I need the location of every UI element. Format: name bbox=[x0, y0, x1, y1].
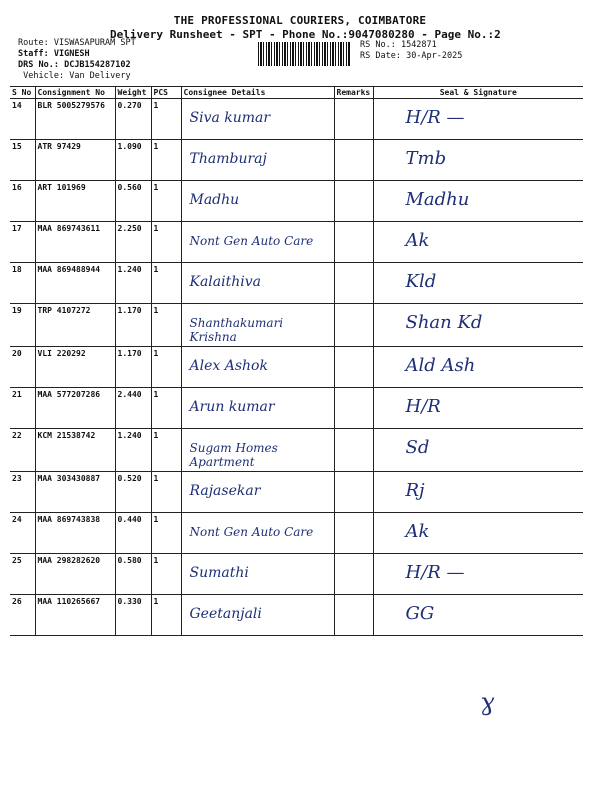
drs-line bbox=[18, 60, 136, 71]
cell-weight: 0.440 bbox=[115, 513, 151, 554]
header-seal-signature: Seal & Signature bbox=[373, 87, 583, 99]
rs-no-line bbox=[360, 40, 462, 51]
cell-consignment-no: TRP 4107272 bbox=[35, 304, 115, 347]
handwritten-consignee: Shanthakumari Krishna bbox=[189, 316, 284, 344]
cell-consignee-details bbox=[181, 304, 334, 347]
cell-remarks bbox=[334, 595, 373, 636]
cell-remarks bbox=[334, 140, 373, 181]
table-row bbox=[10, 472, 583, 513]
route-line bbox=[18, 38, 136, 49]
cell-seal-signature bbox=[373, 347, 583, 388]
cell-consignment-no: MAA 869488944 bbox=[35, 263, 115, 304]
table-row bbox=[10, 595, 583, 636]
rs-date-label: RS Date: bbox=[360, 51, 401, 61]
cell-sno: 19 bbox=[10, 304, 35, 347]
cell-remarks bbox=[334, 99, 373, 140]
cell-remarks bbox=[334, 347, 373, 388]
runsheet-title: THE PROFESSIONAL COURIERS, COIMBATORE bbox=[173, 14, 427, 27]
runsheet-table bbox=[10, 86, 583, 636]
handwritten-consignee: Sumathi bbox=[189, 565, 249, 581]
cell-seal-signature bbox=[373, 222, 583, 263]
table-row bbox=[10, 388, 583, 429]
cell-pcs: 1 bbox=[151, 429, 181, 472]
rs-date-line bbox=[360, 51, 462, 62]
cell-weight: 1.170 bbox=[115, 347, 151, 388]
handwritten-consignee: Alex Ashok bbox=[189, 358, 268, 374]
table-row bbox=[10, 429, 583, 472]
cell-consignment-no: MAA 577207286 bbox=[35, 388, 115, 429]
rs-info-block bbox=[360, 40, 462, 62]
route-value: VISWASAPURAM SPT bbox=[53, 38, 136, 48]
table-row bbox=[10, 513, 583, 554]
cell-weight: 0.580 bbox=[115, 554, 151, 595]
cell-pcs: 1 bbox=[151, 263, 181, 304]
table-header-row bbox=[10, 87, 583, 99]
cell-pcs: 1 bbox=[151, 513, 181, 554]
stray-pen-mark: ɣ bbox=[480, 688, 495, 716]
handwritten-signature: Sd bbox=[405, 437, 430, 458]
cell-weight: 1.170 bbox=[115, 304, 151, 347]
cell-seal-signature bbox=[373, 429, 583, 472]
cell-consignment-no: ART 101969 bbox=[35, 181, 115, 222]
cell-consignment-no: ATR 97429 bbox=[35, 140, 115, 181]
handwritten-signature: Ald Ash bbox=[405, 355, 476, 376]
cell-pcs: 1 bbox=[151, 595, 181, 636]
handwritten-consignee: Thamburaj bbox=[189, 151, 267, 167]
staff-label: Staff: bbox=[18, 49, 49, 59]
cell-pcs: 1 bbox=[151, 181, 181, 222]
handwritten-consignee: Nont Gen Auto Care bbox=[189, 234, 314, 248]
cell-seal-signature bbox=[373, 513, 583, 554]
cell-remarks bbox=[334, 304, 373, 347]
handwritten-signature: Shan Kd bbox=[405, 312, 483, 333]
header-sno: S No bbox=[10, 87, 35, 99]
cell-consignment-no: MAA 869743611 bbox=[35, 222, 115, 263]
cell-pcs: 1 bbox=[151, 222, 181, 263]
cell-weight: 1.240 bbox=[115, 429, 151, 472]
handwritten-consignee: Kalaithiva bbox=[189, 274, 261, 290]
cell-consignee-details bbox=[181, 222, 334, 263]
cell-weight: 0.330 bbox=[115, 595, 151, 636]
barcode bbox=[258, 42, 350, 66]
cell-pcs: 1 bbox=[151, 472, 181, 513]
cell-sno: 21 bbox=[10, 388, 35, 429]
cell-pcs: 1 bbox=[151, 99, 181, 140]
cell-consignee-details bbox=[181, 472, 334, 513]
cell-seal-signature bbox=[373, 181, 583, 222]
cell-weight: 0.270 bbox=[115, 99, 151, 140]
cell-seal-signature bbox=[373, 140, 583, 181]
drs-value: DCJB154287102 bbox=[64, 60, 131, 70]
route-label: Route: bbox=[18, 38, 49, 48]
cell-consignee-details bbox=[181, 595, 334, 636]
table-row bbox=[10, 99, 583, 140]
handwritten-consignee: Sugam Homes Apartment bbox=[189, 441, 278, 469]
cell-seal-signature bbox=[373, 554, 583, 595]
handwritten-signature: GG bbox=[405, 603, 435, 624]
vehicle-value: Van Delivery bbox=[69, 71, 131, 81]
cell-consignment-no: MAA 303430887 bbox=[35, 472, 115, 513]
handwritten-signature: Rj bbox=[405, 480, 425, 501]
staff-line bbox=[18, 49, 136, 60]
rs-no-label: RS No.: bbox=[360, 40, 396, 50]
table-row bbox=[10, 181, 583, 222]
cell-remarks bbox=[334, 429, 373, 472]
rs-no-value: 1542871 bbox=[400, 40, 437, 50]
cell-sno: 17 bbox=[10, 222, 35, 263]
handwritten-signature: H/R bbox=[405, 396, 441, 417]
handwritten-signature: Ak bbox=[405, 230, 430, 251]
handwritten-consignee: Rajasekar bbox=[189, 483, 261, 499]
cell-sno: 24 bbox=[10, 513, 35, 554]
drs-label: DRS No.: bbox=[18, 60, 59, 70]
header-remarks: Remarks bbox=[334, 87, 373, 99]
cell-pcs: 1 bbox=[151, 388, 181, 429]
cell-seal-signature bbox=[373, 304, 583, 347]
cell-sno: 18 bbox=[10, 263, 35, 304]
handwritten-consignee: Arun kumar bbox=[189, 399, 275, 415]
cell-remarks bbox=[334, 554, 373, 595]
cell-sno: 16 bbox=[10, 181, 35, 222]
handwritten-signature: Kld bbox=[405, 271, 437, 292]
header-weight: Weight bbox=[115, 87, 151, 99]
cell-pcs: 1 bbox=[151, 304, 181, 347]
table-row bbox=[10, 140, 583, 181]
cell-sno: 20 bbox=[10, 347, 35, 388]
vehicle-label: Vehicle: bbox=[23, 71, 65, 81]
cell-consignee-details bbox=[181, 513, 334, 554]
cell-weight: 0.560 bbox=[115, 181, 151, 222]
cell-consignee-details bbox=[181, 347, 334, 388]
vehicle-line bbox=[18, 71, 136, 82]
runsheet-subtitle: Delivery Runsheet - SPT - Phone No.:9047080280 - Page No.:2 bbox=[110, 28, 501, 41]
handwritten-consignee: Nont Gen Auto Care bbox=[189, 525, 314, 539]
cell-sno: 26 bbox=[10, 595, 35, 636]
cell-consignment-no: MAA 110265667 bbox=[35, 595, 115, 636]
cell-remarks bbox=[334, 388, 373, 429]
route-info-block bbox=[18, 38, 136, 82]
staff-value: VIGNESH bbox=[53, 49, 90, 59]
cell-consignee-details bbox=[181, 140, 334, 181]
cell-remarks bbox=[334, 222, 373, 263]
handwritten-signature: Tmb bbox=[405, 148, 447, 169]
cell-seal-signature bbox=[373, 99, 583, 140]
cell-consignee-details bbox=[181, 99, 334, 140]
cell-seal-signature bbox=[373, 263, 583, 304]
cell-seal-signature bbox=[373, 388, 583, 429]
header-pcs: PCS bbox=[151, 87, 181, 99]
cell-sno: 22 bbox=[10, 429, 35, 472]
cell-consignee-details bbox=[181, 554, 334, 595]
header-consignee-details: Consignee Details bbox=[181, 87, 334, 99]
cell-seal-signature bbox=[373, 472, 583, 513]
cell-remarks bbox=[334, 513, 373, 554]
cell-pcs: 1 bbox=[151, 554, 181, 595]
cell-consignee-details bbox=[181, 429, 334, 472]
cell-consignment-no: MAA 869743838 bbox=[35, 513, 115, 554]
handwritten-signature: H/R — bbox=[405, 562, 465, 583]
handwritten-signature: Madhu bbox=[405, 189, 470, 210]
cell-seal-signature bbox=[373, 595, 583, 636]
cell-weight: 2.250 bbox=[115, 222, 151, 263]
cell-consignment-no: KCM 21538742 bbox=[35, 429, 115, 472]
table-row bbox=[10, 347, 583, 388]
cell-consignment-no: BLR 5005279576 bbox=[35, 99, 115, 140]
handwritten-consignee: Madhu bbox=[189, 192, 240, 208]
cell-consignment-no: VLI 220292 bbox=[35, 347, 115, 388]
cell-remarks bbox=[334, 472, 373, 513]
cell-consignee-details bbox=[181, 181, 334, 222]
cell-pcs: 1 bbox=[151, 347, 181, 388]
table-row bbox=[10, 222, 583, 263]
handwritten-signature: H/R — bbox=[405, 107, 465, 128]
cell-weight: 2.440 bbox=[115, 388, 151, 429]
cell-pcs: 1 bbox=[151, 140, 181, 181]
table-row bbox=[10, 304, 583, 347]
cell-consignee-details bbox=[181, 388, 334, 429]
cell-consignee-details bbox=[181, 263, 334, 304]
cell-remarks bbox=[334, 263, 373, 304]
cell-weight: 1.090 bbox=[115, 140, 151, 181]
cell-weight: 1.240 bbox=[115, 263, 151, 304]
cell-sno: 15 bbox=[10, 140, 35, 181]
rs-date-value: 30-Apr-2025 bbox=[406, 51, 463, 61]
handwritten-consignee: Geetanjali bbox=[189, 606, 262, 622]
cell-sno: 25 bbox=[10, 554, 35, 595]
cell-sno: 14 bbox=[10, 99, 35, 140]
cell-remarks bbox=[334, 181, 373, 222]
handwritten-signature: Ak bbox=[405, 521, 430, 542]
cell-weight: 0.520 bbox=[115, 472, 151, 513]
handwritten-consignee: Siva kumar bbox=[189, 110, 271, 126]
table-row bbox=[10, 554, 583, 595]
cell-consignment-no: MAA 298282620 bbox=[35, 554, 115, 595]
table-row bbox=[10, 263, 583, 304]
header-consignment-no: Consignment No bbox=[35, 87, 115, 99]
cell-sno: 23 bbox=[10, 472, 35, 513]
